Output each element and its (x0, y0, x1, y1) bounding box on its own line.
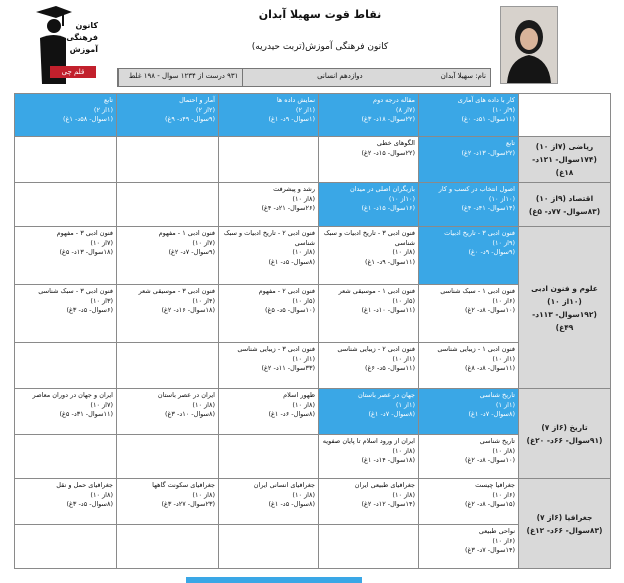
column-header: تابع (۱از ۲) (۱سوال- ۵۸د- ۱غ) (15, 94, 117, 137)
topic-cell: جغرافیا چیست (۶از ۱۰) (۱۵سوال- ۸د- ۲غ) (419, 479, 519, 525)
topic-cell: فنون ادبی ۳ - سبک شناسی (۳از ۱۰) (۶سوال- ۵د- ۳غ) (15, 285, 117, 343)
table-row (15, 227, 611, 285)
subject-cell: جغرافیا (۶از ۷) (۸۳سوال- ۶۶د- ۱۲غ) (519, 479, 611, 569)
topic-cell: فنون ادبی ۳ - تاریخ ادبیات (۹از ۱۰) (۹سوال- ۹د- ۰غ) (419, 227, 519, 285)
table-header-row (15, 94, 611, 137)
subject-cell: ریاضی (۷از ۱۰) (۱۷۴سوال- ۱۲۱د- ۱۸غ) (519, 137, 611, 183)
topic-cell: فنون ادبی ۱ - زیبایی شناسی (۱از ۱۰) (۱۱سوال- ۸د- ۸غ) (419, 343, 519, 389)
table-row (15, 183, 611, 227)
topic-cell: بازیگران اصلی در میدان (۱۰از ۱۰) (۱۶سوال- ۱۵د- ۱غ) (319, 183, 419, 227)
subject-cell: علوم و فنون ادبی (۱۰از ۱۰) (۱۹۲سوال- ۱۱۳د- ۴۹غ) (519, 227, 611, 389)
avatar-icon (501, 7, 557, 83)
topic-cell: فنون ادبی ۳ - تاریخ ادبیات و سبک شناسی (۸از ۱۰) (۱۱سوال- ۹د- ۱غ) (319, 227, 419, 285)
topic-cell (15, 343, 117, 389)
table-row (15, 137, 611, 183)
table-row (15, 479, 611, 525)
institute-name: کانون فرهنگی آموزش(تربت حیدریه) (251, 42, 389, 52)
column-header: مقاله درجه دوم (۷از ۸) (۲۲سوال- ۱۸د- ۳غ) (319, 94, 419, 137)
topic-cell: ایران و جهان در دوران معاصر (۷از ۱۰) (۱۱سوال- ۳۱د- ۵غ) (15, 389, 117, 435)
topic-cell: جغرافیای حمل و نقل (۸از ۱۰) (۸سوال- ۵د- ۳غ) (15, 479, 117, 525)
topic-cell (117, 435, 219, 479)
topic-cell: جهان در عصر باستان (۱از ۱) (۸سوال- ۷د- ۱غ) (319, 389, 419, 435)
topic-cell: فنون ادبی ۲ - زیبایی شناسی (۱از ۱۰) (۱۱سوال- ۵د- ۶غ) (319, 343, 419, 389)
topic-cell: الگوهای خطی (۲۲سوال- ۱۵د- ۲غ) (319, 137, 419, 183)
student-totals: ۹۳۱ درست از ۱۲۳۴ سوال - ۱۹۸ غلط (118, 69, 242, 86)
topic-cell: جغرافیای سکونت گاهها (۸از ۱۰) (۲۳سوال- ۲۷د- ۳غ) (117, 479, 219, 525)
bottom-strip (186, 577, 362, 583)
topic-cell: فنون ادبی ۲ - تاریخ ادبیات و سبک شناسی (۸از ۱۰) (۸سوال- ۵د- ۱غ) (219, 227, 319, 285)
page-title: نقاط قوت سهیلا آبدان (258, 8, 382, 21)
topic-cell (319, 525, 419, 569)
logo-badge: قلم چی (50, 66, 96, 78)
topic-cell (117, 137, 219, 183)
topic-cell (117, 343, 219, 389)
topic-cell: تابع (۲۲سوال- ۱۳د- ۲غ) (419, 137, 519, 183)
subject-cell: تاریخ (۶از ۷) (۹۱سوال- ۶۶د- ۲۰غ) (519, 389, 611, 479)
topic-cell: فنون ادبی ۱ - موسیقی شعر (۵از ۱۰) (۱۱سوال- ۱۰د- ۱غ) (319, 285, 419, 343)
topic-cell: فنون ادبی ۱ - مفهوم (۷از ۱۰) (۹سوال- ۷د- ۲غ) (117, 227, 219, 285)
topic-cell: جغرافیای انسانی ایران (۸از ۱۰) (۸سوال- ۵د- ۱غ) (219, 479, 319, 525)
topic-cell: فنون ادبی ۱ - سبک شناسی (۶از ۱۰) (۱۰سوال- ۸د- ۲غ) (419, 285, 519, 343)
topic-cell: فنون ادبی ۳ - زیبایی شناسی (۱از ۱۰) (۳۳سوال- ۱۱د- ۲غ) (219, 343, 319, 389)
topic-cell (219, 525, 319, 569)
logo-text: کانون فرهنگی آموزش (66, 21, 98, 54)
column-header: نمایش داده ها (۱از ۲) (۱سوال- ۹د- ۱غ) (219, 94, 319, 137)
column-header: آمار و احتمال (۲از ۲) (۹سوال- ۴۹د- ۹غ) (117, 94, 219, 137)
topic-cell: رشد و پیشرفت (۸از ۱۰) (۲۶سوال- ۲۱د- ۴غ) (219, 183, 319, 227)
topic-cell: تاریخ شناسی (۱از ۱) (۸سوال- ۷د- ۱غ) (419, 389, 519, 435)
topic-cell (219, 137, 319, 183)
subject-cell: اقتصاد (۹از ۱۰) (۸۳سوال- ۷۷د- ۵غ) (519, 183, 611, 227)
topic-cell: جغرافیای طبیعی ایران (۸از ۱۰) (۱۴سوال- ۱۲د- ۲غ) (319, 479, 419, 525)
topic-cell: تاریخ شناسی (۸از ۱۰) (۱۰سوال- ۸د- ۲غ) (419, 435, 519, 479)
topic-cell (117, 183, 219, 227)
topic-cell (15, 137, 117, 183)
strengths-table (14, 93, 611, 569)
table-row (15, 389, 611, 435)
topic-cell: فنون ادبی ۳ - مفهوم (۷از ۱۰) (۱۸سوال- ۱۳د- ۵غ) (15, 227, 117, 285)
topic-cell: ایران از ورود اسلام تا پایان صفویه (۸از ۱۰) (۱۸سوال- ۱۴د- ۱غ) (319, 435, 419, 479)
report-header (0, 0, 624, 92)
topic-cell (117, 525, 219, 569)
topic-cell: ایران در عصر باستان (۸از ۱۰) (۸سوال- ۱۰د- ۳غ) (117, 389, 219, 435)
student-info-bar (117, 68, 491, 87)
student-photo (500, 6, 558, 84)
topic-cell: اصول انتخاب در کسب و کار (۱۰از ۱۰) (۱۴سوال- ۴۱د- ۴غ) (419, 183, 519, 227)
topic-cell: ظهور اسلام (۸از ۱۰) (۸سوال- ۶د- ۱غ) (219, 389, 319, 435)
topic-cell: فنون ادبی ۲ - مفهوم (۵از ۱۰) (۱۰سوال- ۵د- ۵غ) (219, 285, 319, 343)
topic-cell (219, 435, 319, 479)
topic-cell (15, 435, 117, 479)
student-name: نام: سهیلا آبدان (440, 72, 486, 80)
topic-cell: فنون ادبی ۳ - موسیقی شعر (۴از ۱۰) (۱۸سوال- ۱۶د- ۲غ) (117, 285, 219, 343)
topic-cell: نواحی طبیعی (۶از ۱۰) (۱۴سوال- ۷د- ۳غ) (419, 525, 519, 569)
topic-cell (15, 525, 117, 569)
column-header: کار با داده های آماری (۹از ۱۰) (۱۱سوال- ۵۱د- ۰غ) (419, 94, 519, 137)
topic-cell (15, 183, 117, 227)
student-grade: دوازدهم انسانی (242, 69, 366, 86)
header-corner (519, 94, 611, 137)
